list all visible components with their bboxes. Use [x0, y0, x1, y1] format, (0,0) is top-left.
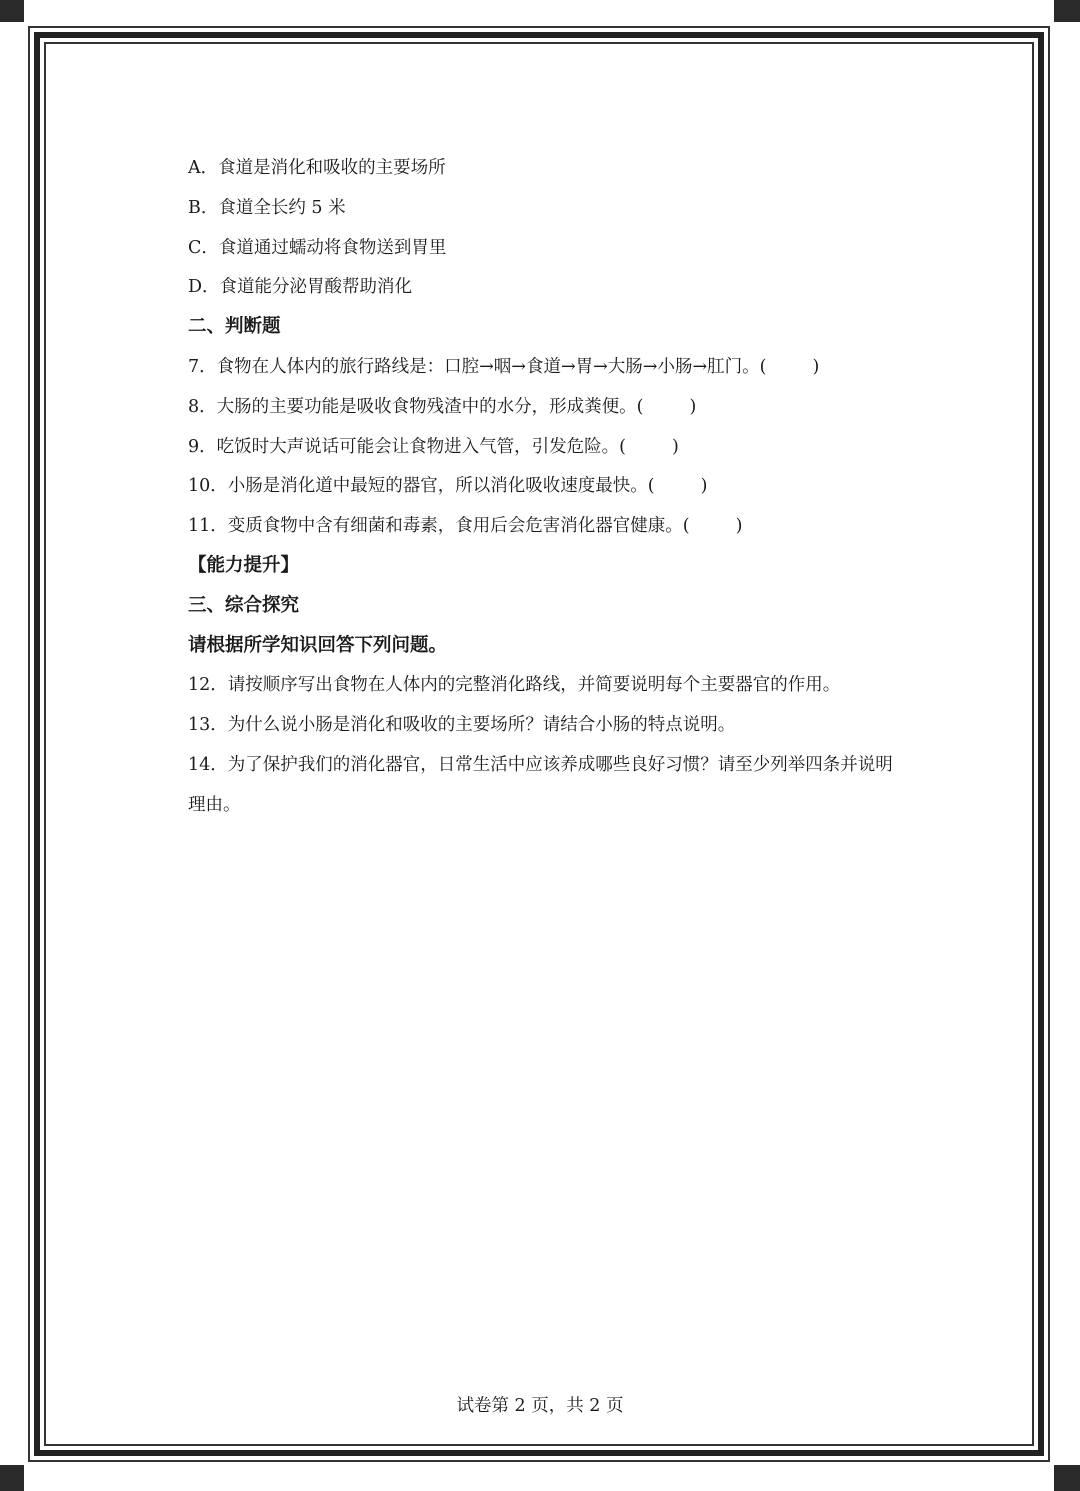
exam-content: [188, 152, 908, 829]
page-footer: 试卷第 2 页，共 2 页: [456, 1396, 624, 1416]
question-11-text: 11．变质食物中含有细菌和毒素，食用后会危害消化器官健康。(: [188, 516, 690, 537]
question-11-close-paren: ): [735, 516, 743, 537]
question-7-text: 7．食物在人体内的旅行路线是：口腔→咽→食道→胃→大肠→小肠→肛门。(: [188, 356, 767, 377]
question-12: 12．请按顺序写出食物在人体内的完整消化路线，并简要说明每个主要器官的作用。: [188, 675, 841, 696]
question-9-text: 9．吃饭时大声说话可能会让食物进入气管，引发危险。(: [188, 436, 626, 457]
section-heading-true-false: 二、判断题: [188, 316, 281, 338]
corner-mark-bottom-right: [1054, 1465, 1080, 1491]
corner-mark-bottom-left: [0, 1465, 24, 1491]
question-14: 14．为了保护我们的消化器官，日常生活中应该养成哪些良好习惯？请至少列举四条并说明: [188, 754, 893, 775]
option-d: D．食道能分泌胃酸帮助消化: [188, 277, 413, 298]
question-9-close-paren: ): [671, 436, 679, 457]
option-c: C．食道通过蠕动将食物送到胃里: [188, 237, 447, 258]
question-14-continuation: 理由。: [188, 794, 241, 815]
option-b: B．食道全长约 5 米: [188, 197, 346, 218]
question-9: [188, 431, 908, 471]
question-11: [188, 510, 908, 550]
option-a: A．食道是消化和吸收的主要场所: [188, 158, 446, 178]
question-8-close-paren: ): [689, 396, 697, 417]
question-10-text: 10．小肠是消化道中最短的器官，所以消化吸收速度最快。(: [188, 476, 655, 497]
question-10-close-paren: ): [700, 476, 708, 497]
ability-heading: 【能力提升】: [188, 554, 300, 576]
corner-mark-top-left: [0, 0, 24, 22]
question-8-text: 8．大肠的主要功能是吸收食物残渣中的水分，形成粪便。(: [188, 396, 644, 417]
question-7-close-paren: ): [812, 356, 820, 377]
corner-mark-top-right: [1054, 0, 1080, 22]
question-7: [188, 351, 908, 391]
section-heading-inquiry: 三、综合探究: [188, 594, 300, 616]
question-8: [188, 391, 908, 431]
question-13: 13．为什么说小肠是消化和吸收的主要场所？请结合小肠的特点说明。: [188, 715, 736, 736]
question-10: [188, 470, 908, 510]
instruction-text: 请根据所学知识回答下列问题。: [188, 634, 448, 656]
